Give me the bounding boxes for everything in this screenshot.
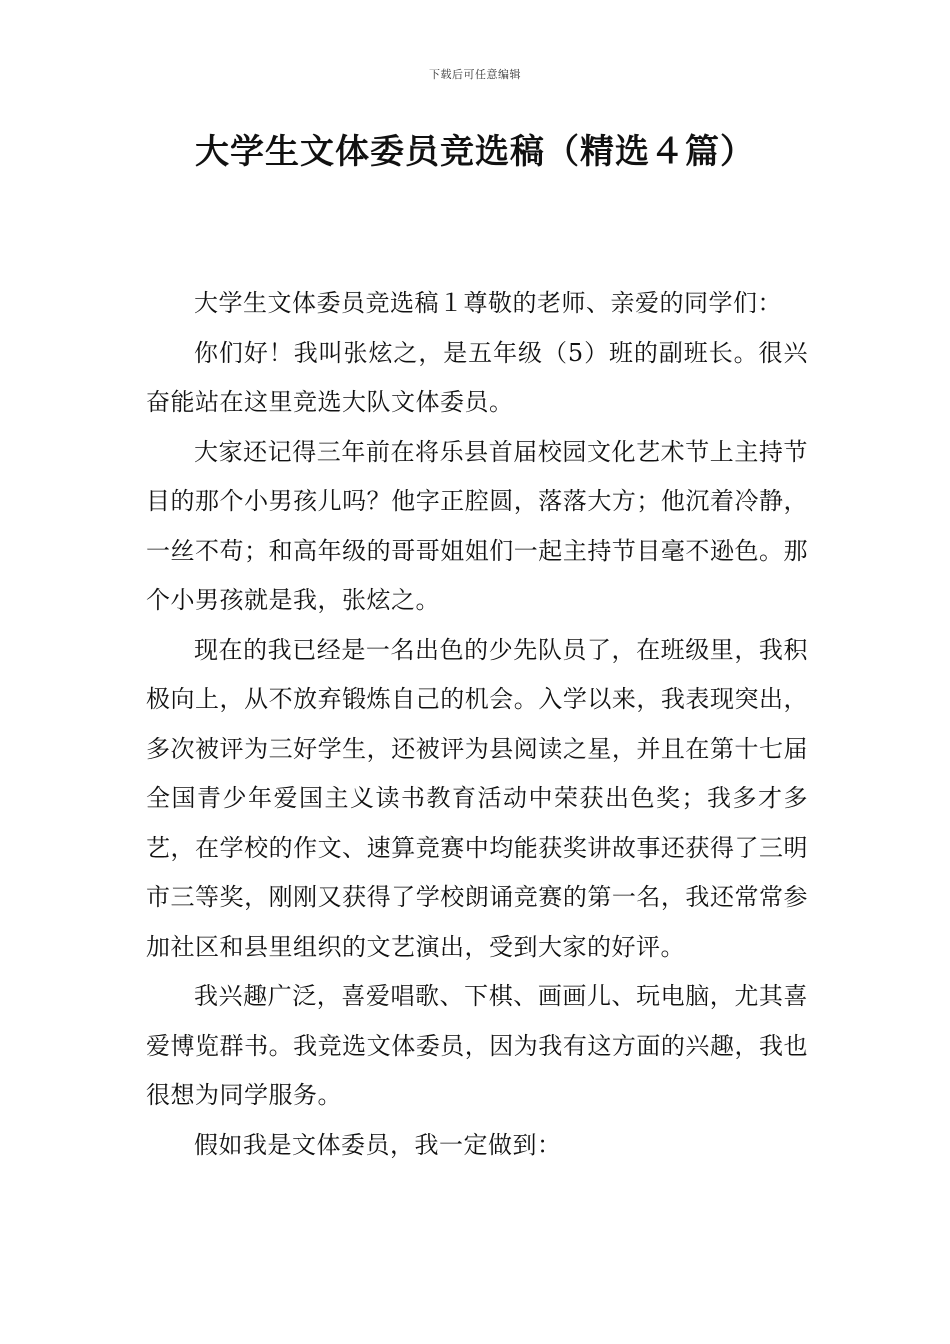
paragraph-1: 大学生文体委员竞选稿１尊敬的老师、亲爱的同学们： xyxy=(194,289,782,317)
document-title: 大学生文体委员竞选稿（精选４篇） xyxy=(195,132,755,172)
paragraph-5: 我兴趣广泛，喜爱唱歌、下棋、画画儿、玩电脑，尤其喜爱博览群书。我竞选文体委员，因为我有这方面的兴趣，我也很想为同学服务。 xyxy=(146,982,808,1109)
paragraph-3: 大家还记得三年前在将乐县首届校园文化艺术节上主持节目的那个小男孩儿吗？他字正腔圆，落落大方；他沉着冷静，一丝不苟；和高年级的哥哥姐姐们一起主持节目毫不逊色。那个小男孩就是我，张炫之。 xyxy=(146,437,808,614)
paragraph-4: 现在的我已经是一名出色的少先队员了，在班级里，我积极向上，从不放弃锻炼自己的机会。入学以来，我表现突出，多次被评为三好学生，还被评为县阅读之星，并且在第十七届全国青少年爱国主义读书教育活动中荣获出色奖；我多才多艺，在学校的作文、速算竞赛中均能获奖讲故事还获得了三明市三等奖，刚刚又获得了学校朗诵竞赛的第一名，我还常常参加社区和县里组织的文艺演出，受到大家的好评。 xyxy=(146,635,808,961)
paragraph-6: 假如我是文体委员，我一定做到： xyxy=(194,1130,562,1159)
header-note: 下载后可任意编辑 xyxy=(429,68,521,81)
paragraph-2: 你们好！我叫张炫之，是五年级（5）班的副班长。很兴奋能站在这里竞选大队文体委员。 xyxy=(146,338,808,416)
document-body xyxy=(146,279,808,1170)
